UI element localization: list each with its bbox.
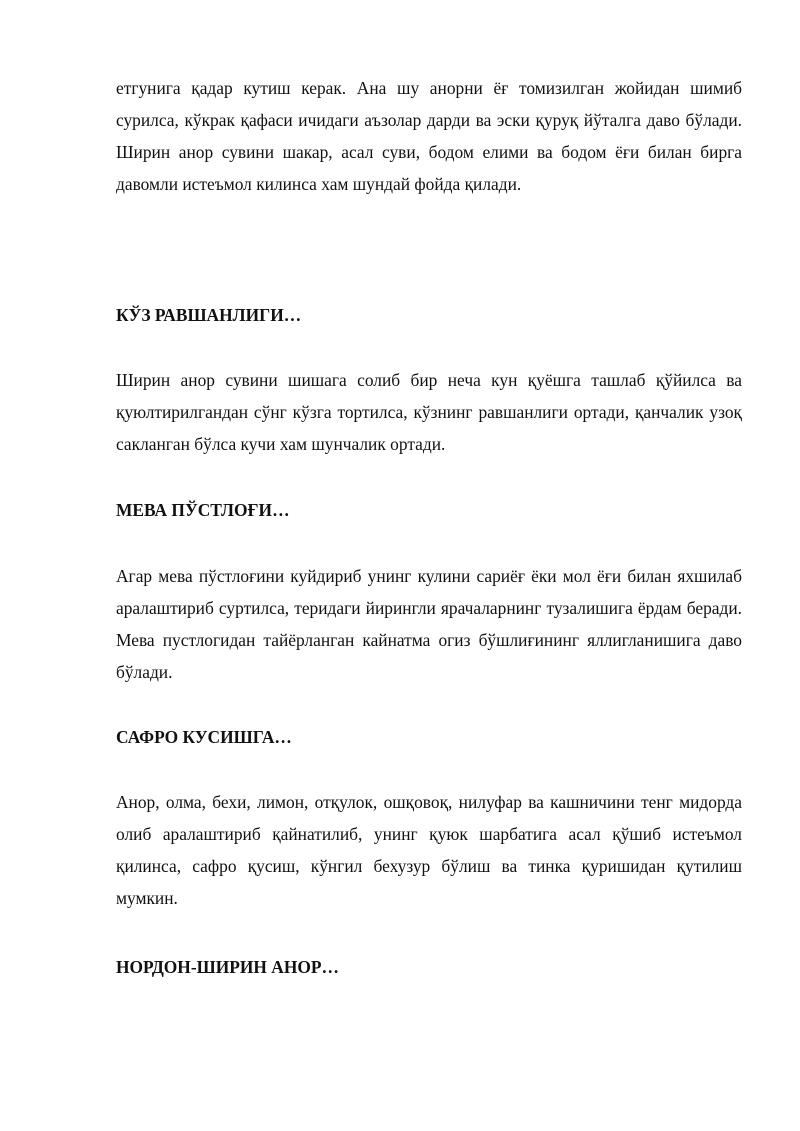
heading-sour-sweet-pomegranate: НОРДОН-ШИРИН АНОР… — [116, 957, 339, 977]
paragraph-eye-clarity: Ширин анор сувини шишага солиб бир неча кун қуёшга ташлаб қўйилса ва қуюлтирилгандан сўнг кўзга тортилса, кўзнинг равшанлиги ортади, қанчалик узоқ сакланган бўлса кучи хам шунчалик ортади. — [116, 370, 742, 454]
heading-bile-vomiting: САФРО КУСИШГА… — [116, 727, 292, 747]
paragraph-cough-remedy: етгунига қадар кутиш керак. Ана шу анорни ёғ томизилган жойидан шимиб сурилса, кўкрак қафаси ичидаги аъзолар дарди ва эски қуруқ йўталга даво бўлади. Ширин анор сувини шакар, асал суви, бодом елими ва бодом ёғи билан бирга давомли истеъмол килинса хам шундай фойда қилади. — [116, 78, 742, 194]
paragraph-bile-vomiting: Анор, олма, бехи, лимон, отқулок, ошқовоқ, нилуфар ва кашничини тенг мидорда олиб аралаштириб қайнатилиб, унинг қуюк шарбатига асал қўшиб истеъмол қилинса, сафро қусиш, кўнгил бехузур бўлиш ва тинка қуришидан қутилиш мумкин. — [116, 792, 742, 908]
heading-fruit-peel: МЕВА ПЎСТЛОҒИ… — [116, 500, 290, 520]
heading-eye-clarity: КЎЗ РАВШАНЛИГИ… — [116, 305, 302, 325]
paragraph-fruit-peel: Агар мева пўстлоғини куйдириб унинг кулини сариёғ ёки мол ёғи билан яхшилаб аралаштириб суртилса, теридаги йирингли ярачаларнинг тузалишига ёрдам беради. Мева пустлогидан тайёрланган кайнатма огиз бўшлиғининг яллигланишига даво бўлади. — [116, 566, 742, 682]
